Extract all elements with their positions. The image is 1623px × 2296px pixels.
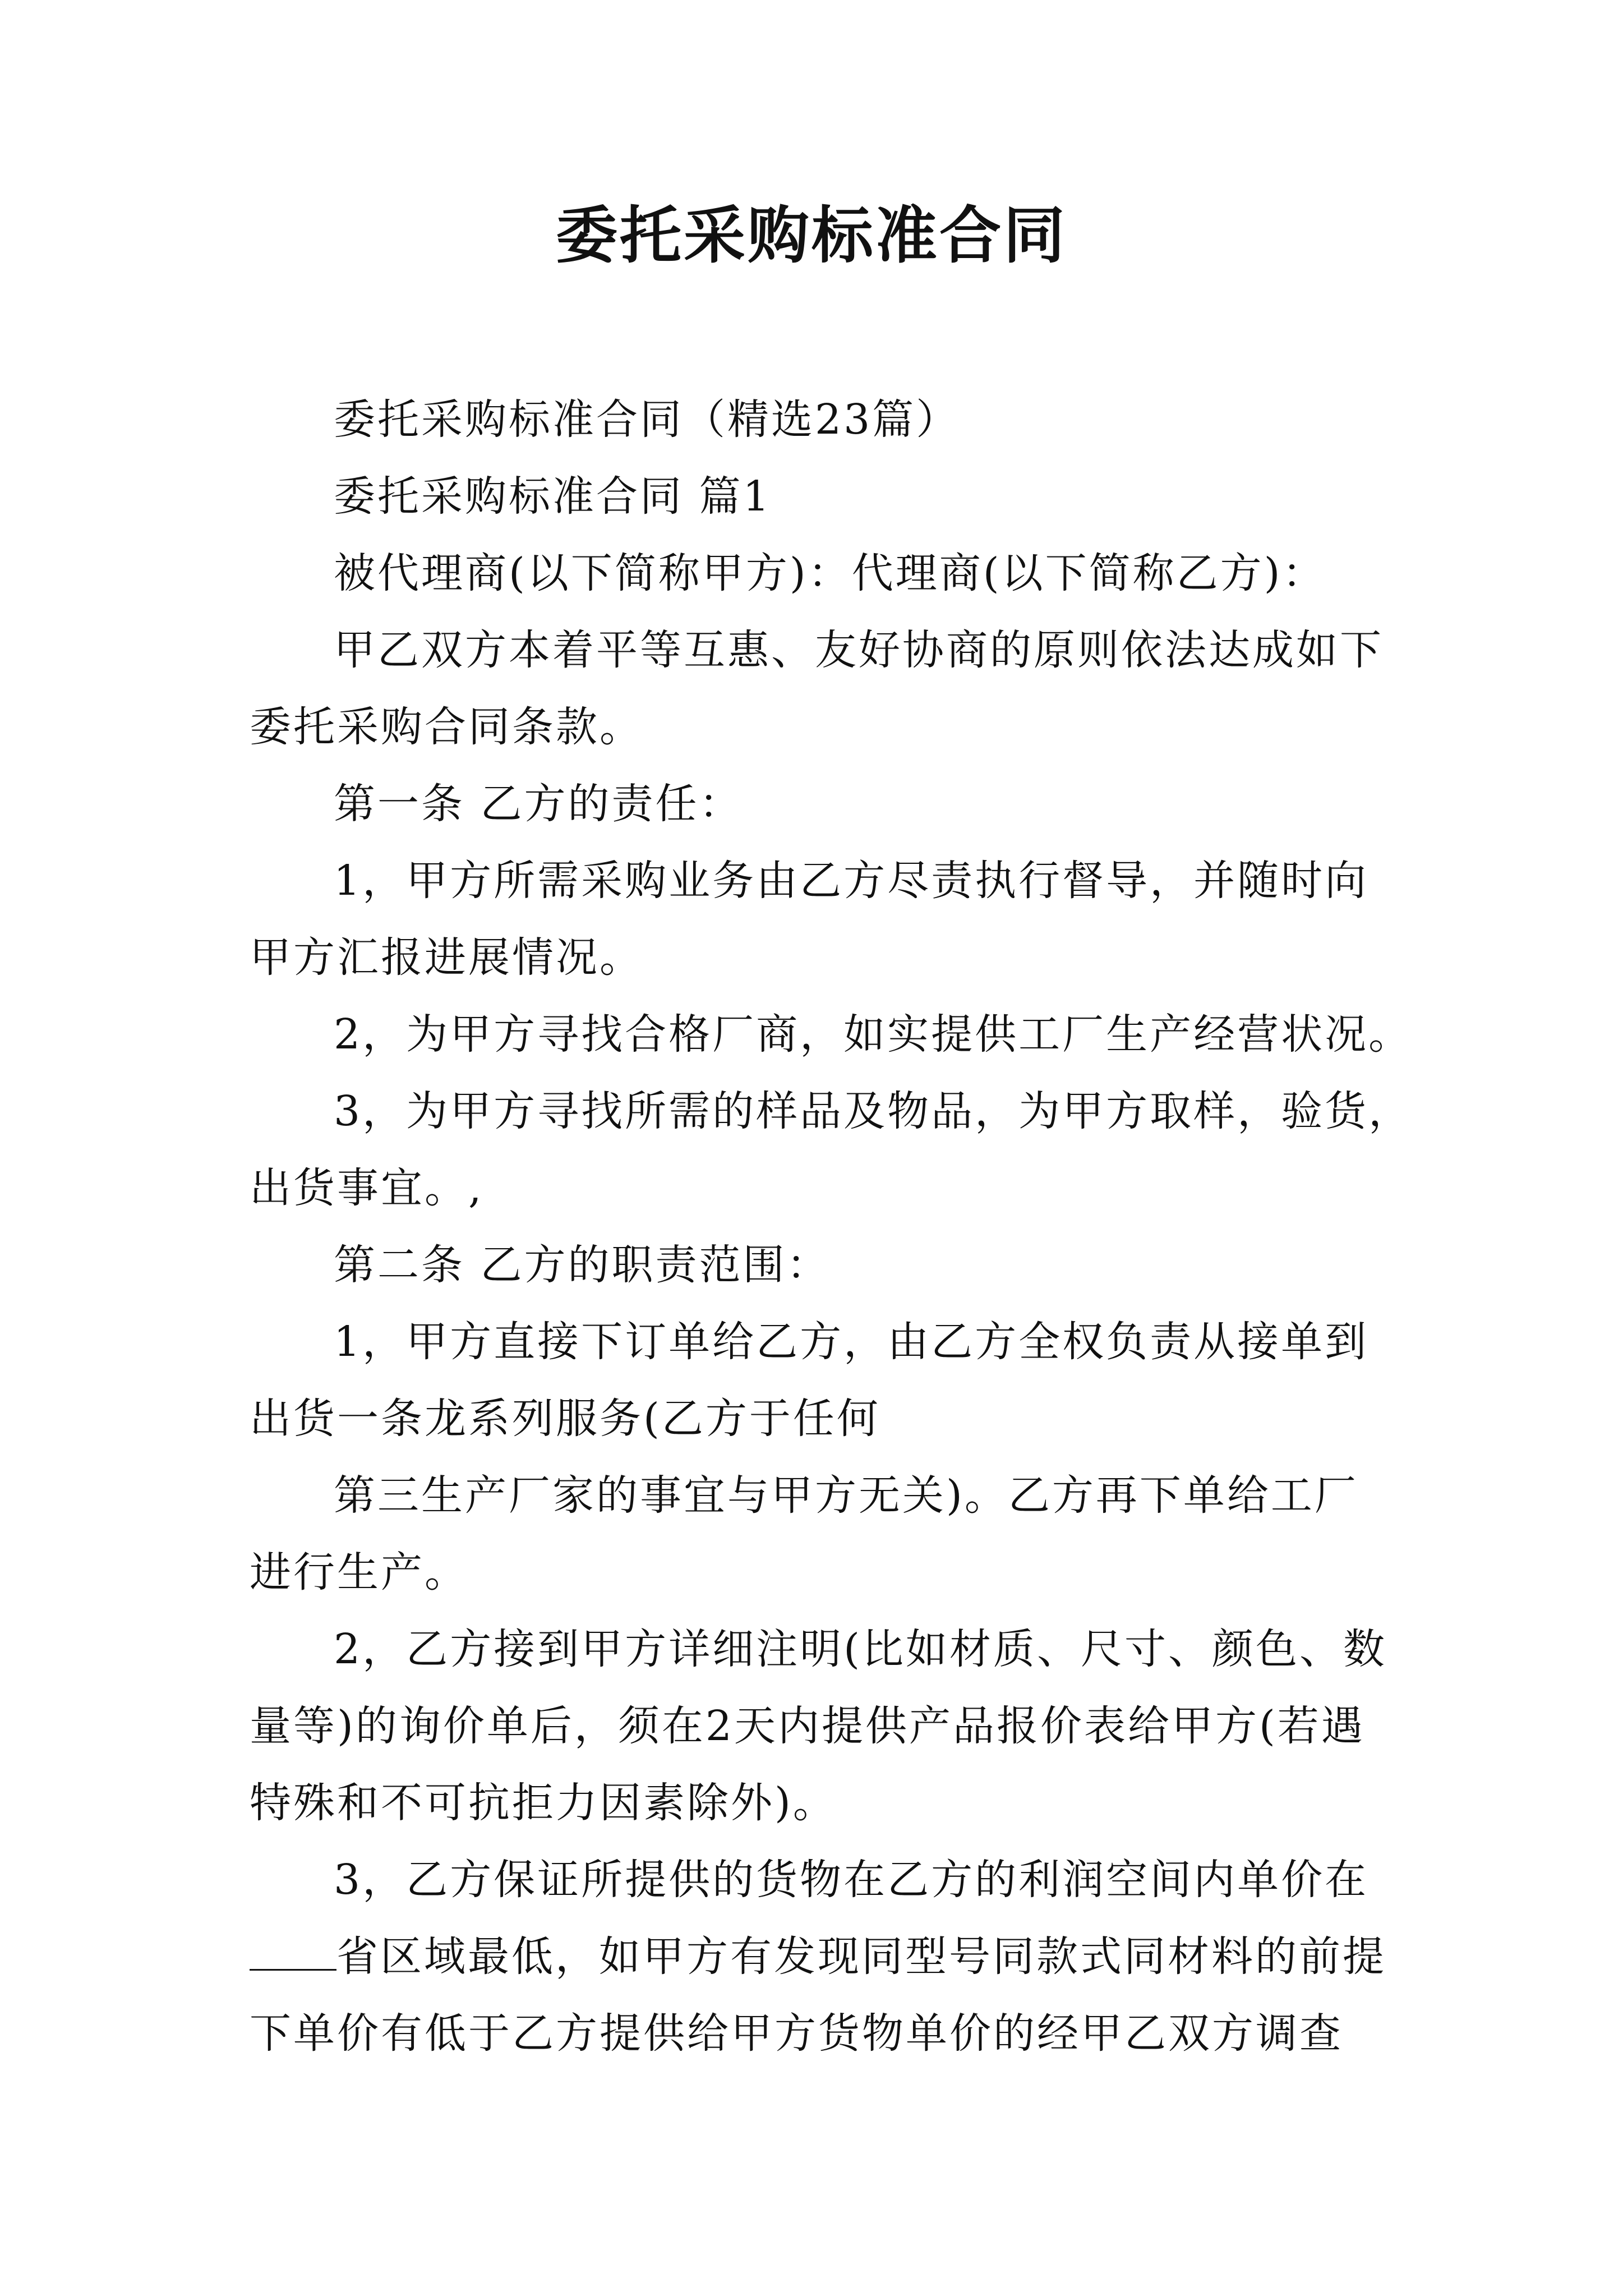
paragraph-line: 下单价有低于乙方提供给甲方货物单价的经甲乙双方调查 <box>250 2009 1343 2058</box>
paragraph-line: 出货一条龙系列服务(乙方于任何 <box>250 1395 880 1443</box>
paragraph-line-text: 省区域最低，如甲方有发现同型号同款式同材料的前提 <box>336 1932 1386 1981</box>
paragraph-line: 甲方汇报进展情况。 <box>250 933 643 982</box>
paragraph-line: 2，为甲方寻找合格厂商，如实提供工厂生产经营状况。 <box>334 1010 1413 1059</box>
paragraph-line: 出货事宜。, <box>250 1164 484 1212</box>
document-body <box>250 381 1413 2072</box>
paragraph-line: 1，甲方所需采购业务由乙方尽责执行督导，并随时向 <box>334 857 1369 905</box>
paragraph-line: 3，为甲方寻找所需的样品及物品，为甲方取样，验货， <box>334 1087 1413 1135</box>
paragraph-line: 量等)的询价单后，须在2天内提供产品报价表给甲方(若遇 <box>250 1702 1365 1750</box>
paragraph-line: 进行生产。 <box>250 1548 468 1596</box>
document-title: 委托采购标准合同 <box>556 199 1067 272</box>
paragraph-line: 2，乙方接到甲方详细注明(比如材质、尺寸、颜色、数 <box>334 1625 1387 1673</box>
paragraph-line: 被代理商(以下简称甲方)：代理商(以下简称乙方)： <box>334 549 1326 597</box>
paragraph-line: 1，甲方直接下订单给乙方，由乙方全权负责从接单到 <box>334 1318 1369 1366</box>
fill-in-blank <box>250 1935 336 1971</box>
paragraph-line: 特殊和不可抗拒力因素除外)。 <box>250 1779 837 1827</box>
paragraph-line: 3，乙方保证所提供的货物在乙方的利润空间内单价在 <box>334 1856 1369 1904</box>
paragraph-line: 第三生产厂家的事宜与甲方无关)。乙方再下单给工厂 <box>334 1471 1358 1520</box>
paragraph-line: 委托采购标准合同（精选23篇） <box>334 395 960 444</box>
paragraph-line: 委托采购合同条款。 <box>250 703 643 751</box>
paragraph-line: 委托采购标准合同 篇1 <box>334 472 772 521</box>
paragraph-line: 甲乙双方本着平等互惠、友好协商的原则依法达成如下 <box>334 626 1384 674</box>
paragraph-line-with-blank <box>250 1918 1386 1995</box>
paragraph-line: 第一条 乙方的责任： <box>334 780 743 828</box>
paragraph-line: 第二条 乙方的职责范围： <box>334 1241 831 1289</box>
